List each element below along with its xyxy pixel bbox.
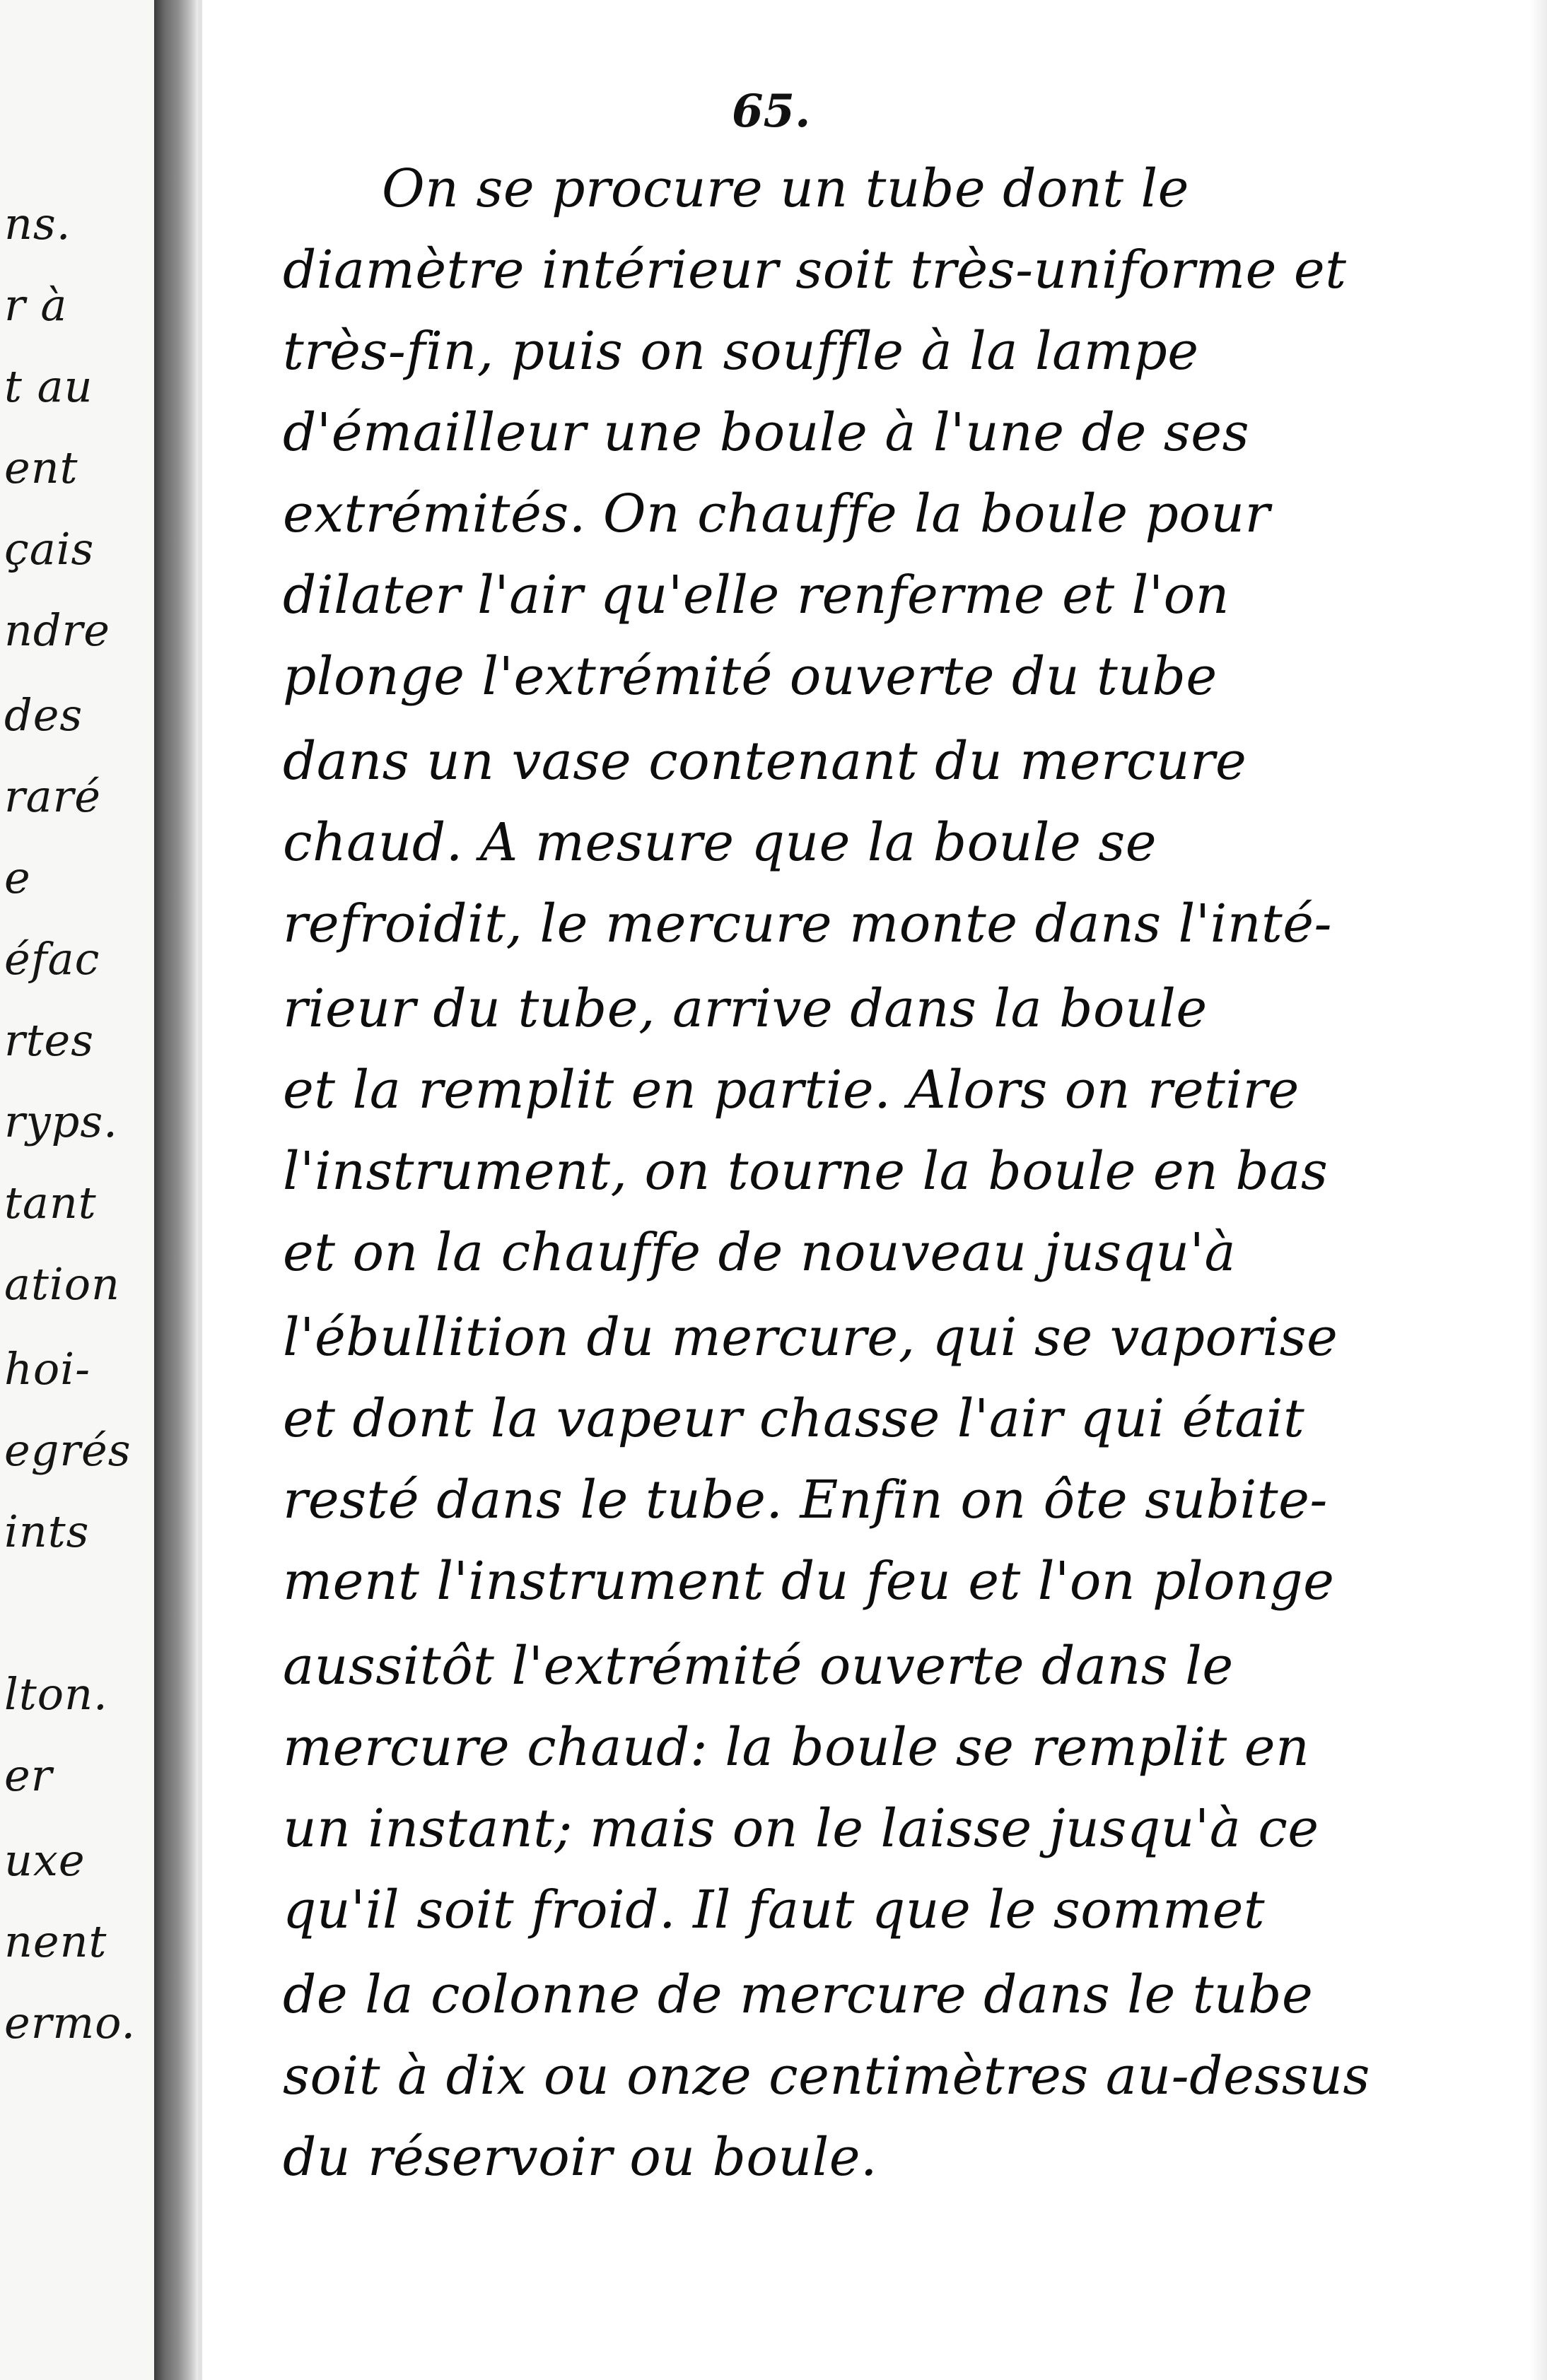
- left-fragment: hoi-: [4, 1343, 91, 1395]
- left-fragment: t au: [4, 360, 93, 412]
- left-fragment: çais: [4, 523, 95, 575]
- text-line: mercure chaud: la boule se remplit en: [283, 1717, 1310, 1778]
- left-fragment: e: [4, 852, 31, 903]
- left-fragment: nent: [4, 1916, 107, 1967]
- text-line: très-fin, puis on souffle à la lampe: [283, 321, 1199, 382]
- left-fragment: er: [4, 1749, 53, 1801]
- text-line: de la colonne de mercure dans le tube: [283, 1964, 1314, 2025]
- text-line: un instant; mais on le laisse jusqu'à ce: [283, 1798, 1319, 1859]
- text-line: du réservoir ou boule.: [283, 2127, 878, 2188]
- text-line: dilater l'air qu'elle renferme et l'on: [283, 565, 1230, 626]
- text-line: extrémités. On chauffe la boule pour: [283, 483, 1271, 544]
- page-crease: [1530, 0, 1547, 2380]
- text-line: et la remplit en partie. Alors on retire: [283, 1060, 1300, 1120]
- text-line: et on la chauffe de nouveau jusqu'à: [283, 1222, 1237, 1283]
- text-line: d'émailleur une boule à l'une de ses: [283, 402, 1250, 463]
- left-fragment: ns.: [4, 198, 71, 250]
- binding-gutter: [154, 0, 198, 2380]
- text-line: l'instrument, on tourne la boule en bas: [283, 1141, 1329, 1202]
- left-fragment: éfac: [4, 933, 100, 985]
- text-line: chaud. A mesure que la boule se: [283, 812, 1157, 873]
- text-line: ment l'instrument du feu et l'on plonge: [283, 1551, 1335, 1612]
- left-fragment: ermo.: [4, 1997, 136, 2048]
- text-line: l'ébullition du mercure, qui se vaporise: [283, 1307, 1338, 1368]
- text-line: dans un vase contenant du mercure: [283, 731, 1247, 792]
- text-line: resté dans le tube. Enfin on ôte subite-: [283, 1470, 1328, 1530]
- text-line: aussitôt l'extrémité ouverte dans le: [283, 1636, 1234, 1696]
- left-fragment: uxe: [4, 1834, 86, 1886]
- left-fragment: rtes: [4, 1014, 95, 1066]
- left-fragment: raré: [4, 770, 101, 822]
- left-fragment: des: [4, 689, 83, 741]
- left-fragment: ent: [4, 442, 78, 493]
- left-fragment: r à: [4, 279, 68, 331]
- left-fragment: ryps.: [4, 1096, 118, 1147]
- left-fragment: ndre: [4, 604, 110, 656]
- left-fragment: lton.: [4, 1668, 108, 1720]
- text-line: plonge l'extrémité ouverte du tube: [283, 646, 1218, 707]
- page-number: 65.: [732, 85, 811, 138]
- left-fragment: egrés: [4, 1424, 132, 1476]
- text-line: On se procure un tube dont le: [382, 158, 1189, 219]
- text-line: qu'il soit froid. Il faut que le sommet: [283, 1880, 1266, 1940]
- left-facing-page: [0, 0, 156, 2380]
- text-line: rieur du tube, arrive dans la boule: [283, 978, 1208, 1039]
- left-fragment: tant: [4, 1177, 97, 1229]
- text-line: soit à dix ou onze centimètres au-dessus: [283, 2046, 1370, 2106]
- left-fragment: ation: [4, 1258, 120, 1310]
- text-line: diamètre intérieur soit très-uniforme et: [283, 240, 1347, 300]
- text-line: refroidit, le mercure monte dans l'inté-: [283, 893, 1333, 954]
- text-line: et dont la vapeur chasse l'air qui était: [283, 1388, 1305, 1449]
- left-fragment: ints: [4, 1506, 90, 1557]
